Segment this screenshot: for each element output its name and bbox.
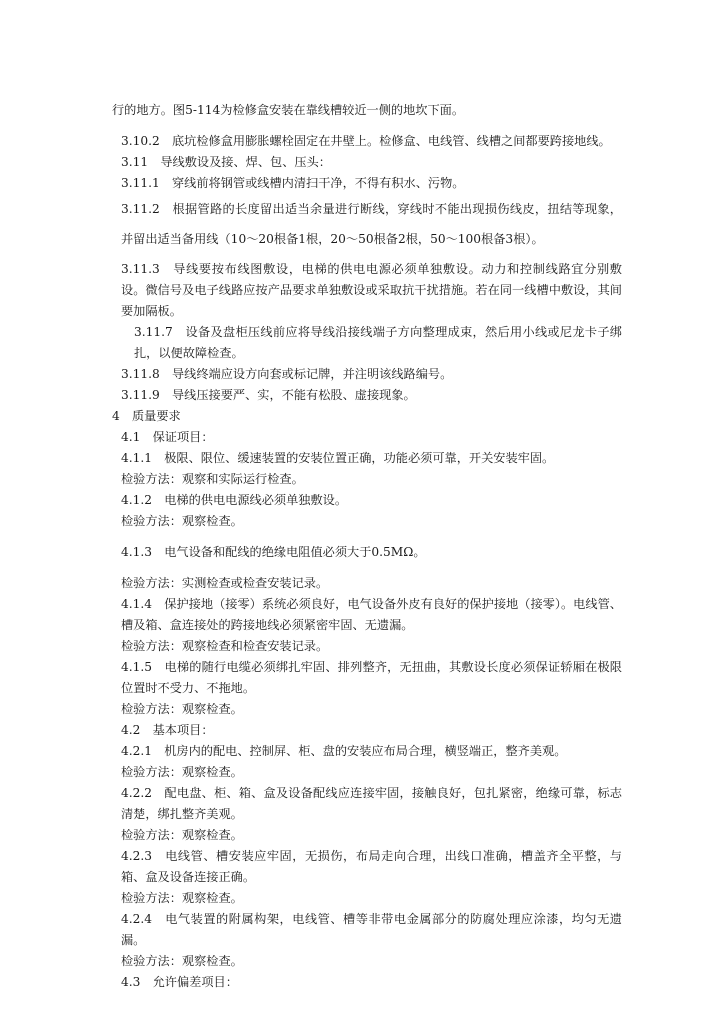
paragraph: 3.11.3 导线要按布线图敷设，电梯的供电电源必须单独敷设。动力和控制线路宜分别敷设。微信号及电子线路应按产品要求单独敷设或采取抗干扰措施。若在同一线槽中敷设，其间要加隔板。 <box>121 262 622 318</box>
section-heading: 3.11 导线敷设及接、焊、包、压头： <box>121 155 331 169</box>
inspection-method: 检验方法：实测检查或检查安装记录。 <box>121 576 329 590</box>
paragraph: 4.2.3 电线管、槽安装应牢固，无损伤，布局走向合理，出线口准确，槽盖齐全平整，与箱、盒及设备连接正确。 <box>121 849 622 884</box>
section-heading: 4.3 允许偏差项目： <box>121 975 238 989</box>
paragraph: 3.11.2 根据管路的长度留出适当余量进行断线，穿线时不能出现损伤线皮，扭结等现象，并留出适当备用线（10～20根备1根，20～50根备2根，50～100根备3根）。 <box>121 202 622 246</box>
paragraph: 3.11.8 导线终端应设方向套或标记牌，并注明该线路编号。 <box>121 367 453 381</box>
inspection-method: 检验方法：观察检查。 <box>121 954 243 968</box>
inspection-method: 检验方法：观察检查。 <box>121 828 243 842</box>
paragraph: 3.11.7 设备及盘柜压线前应将导线沿接线端子方向整理成束，然后用小线或尼龙卡子绑扎，以便故障检查。 <box>134 325 622 360</box>
paragraph: 3.10.2 底坑检修盒用膨胀螺栓固定在井壁上。检修盒、电线管、线槽之间都要跨接地线。 <box>121 134 611 148</box>
inspection-method: 检验方法：观察检查。 <box>121 702 243 716</box>
paragraph: 4.2.4 电气装置的附属构架，电线管、槽等非带电金属部分的防腐处理应涂漆，均匀无遗漏。 <box>121 912 622 947</box>
paragraph: 3.11.1 穿线前将钢管或线槽内清扫干净，不得有积水、污物。 <box>121 176 465 190</box>
paragraph: 4.1.3 电气设备和配线的绝缘电阻值必须大于0.5MΩ。 <box>121 545 426 559</box>
paragraph: 4.1.2 电梯的供电电源线必须单独敷设。 <box>121 493 348 507</box>
section-heading: 4.1 保证项目： <box>121 430 214 444</box>
document-body <box>112 100 622 993</box>
inspection-method: 检验方法：观察检查。 <box>121 514 243 528</box>
paragraph: 4.1.4 保护接地（接零）系统必须良好，电气设备外皮有良好的保护接地（接零）。电线管、槽及箱、盒连接处的跨接地线必须紧密牢固、无遗漏。 <box>121 597 622 632</box>
inspection-method: 检验方法：观察和实际运行检查。 <box>121 472 304 486</box>
inspection-method: 检验方法：观察检查和检查安装记录。 <box>121 639 329 653</box>
paragraph: 行的地方。图5-114为检修盒安装在靠线槽较近一侧的地坎下面。 <box>112 103 465 117</box>
paragraph: 4.1.5 电梯的随行电缆必须绑扎牢固、排列整齐，无扭曲，其敷设长度必须保证轿厢在极限位置时不受力、不拖地。 <box>121 660 622 695</box>
paragraph: 4.2.1 机房内的配电、控制屏、柜、盘的安装应布局合理，横竖端正，整齐美观。 <box>121 744 567 758</box>
inspection-method: 检验方法：观察检查。 <box>121 891 243 905</box>
paragraph: 4.1.1 极限、限位、缓速装置的安装位置正确，功能必须可靠，开关安装牢固。 <box>121 451 555 465</box>
section-heading: 4.2 基本项目： <box>121 723 214 737</box>
section-heading: 4 质量要求 <box>112 409 181 423</box>
paragraph: 4.2.2 配电盘、柜、箱、盒及设备配线应连接牢固，接触良好，包扎紧密，绝缘可靠，标志清楚，绑扎整齐美观。 <box>121 786 622 821</box>
inspection-method: 检验方法：观察检查。 <box>121 765 243 779</box>
paragraph: 3.11.9 导线压接要严、实，不能有松股、虚接现象。 <box>121 388 416 402</box>
